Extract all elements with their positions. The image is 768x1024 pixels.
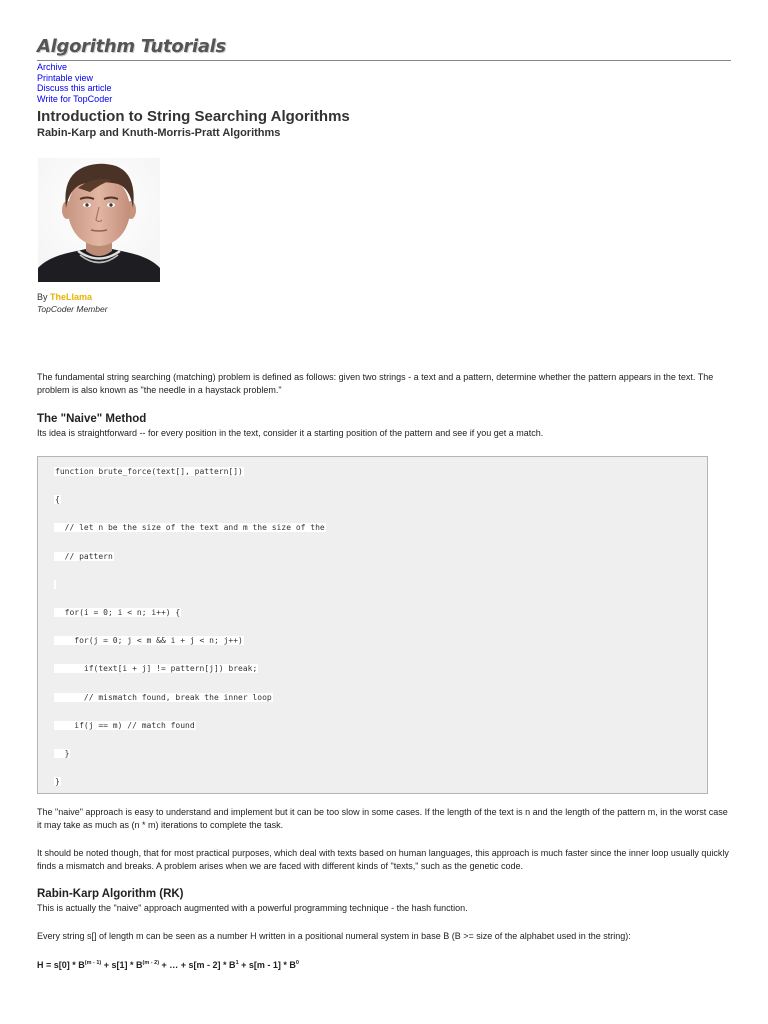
page-subtitle: Rabin-Karp and Knuth-Morris-Pratt Algorithms <box>37 127 281 139</box>
nav-link-discuss-article[interactable]: Discuss this article <box>37 83 112 93</box>
hash-formula: $H = s[0] * B^{(m - 1)} + s[1] * B^{(m - 2)}$ + … + $s[m - 2] * B^1 + s[m - 1] * B^0$ <box>37 960 299 970</box>
section-heading-naive: The "Naive" Method <box>37 413 147 425</box>
intro-paragraph: The fundamental string searching (matching) problem is defined as follows: given two strings - a text and a pattern, determine whether the pattern appears in the text. The problem is also known as "the needle in a haystack problem." <box>37 372 714 395</box>
code-line: } <box>55 748 70 758</box>
code-line: { <box>55 495 60 505</box>
hash-base-paragraph: Every string s[] of length m can be seen as a number H written in a positional numeral system in base B (B >= size of the alphabet used in the string): <box>37 931 631 941</box>
naive-complexity-paragraph: The "naive" approach is easy to understand and implement but it can be too slow in some cases. If the length of the text is n and the length of the pattern m, in the worst case it may take as much as (n * m) iterations to complete the task. <box>37 807 728 830</box>
code-line: for(j = 0; j < m && i + j < n; j++) <box>55 636 243 646</box>
portrait-image <box>38 158 160 282</box>
by-label: By <box>37 292 48 302</box>
code-line <box>54 580 707 608</box>
nav-link-write-for-topcoder[interactable]: Write for TopCoder <box>37 93 113 104</box>
naive-practical-paragraph: It should be noted though, that for most practical purposes, which deal with texts based on human languages, this approach is much faster since the inner loop usually quickly finds a mismatch and breaks. A problem arises when we are faced with different kinds of "texts," such as the genetic code. <box>37 848 729 871</box>
page-title: Introduction to String Searching Algorithms <box>37 108 350 125</box>
author-link[interactable]: TheLlama <box>50 292 93 302</box>
nav-link-archive[interactable]: Archive <box>37 62 68 72</box>
rabin-karp-paragraph: This is actually the "naive" approach augmented with a powerful programming technique - the hash function. <box>37 903 468 913</box>
code-line: for(i = 0; i < n; i++) { <box>55 607 181 617</box>
code-block <box>37 456 708 794</box>
code-line: function brute_force(text[], pattern[]) <box>55 467 243 476</box>
article-page <box>37 36 731 972</box>
author-photo <box>38 158 160 282</box>
code-line: // let n be the size of the text and m the size of the <box>55 523 325 533</box>
naive-paragraph: Its idea is straightforward -- for every position in the text, consider it a starting position of the pattern and see if you get a match. <box>37 428 544 438</box>
nav-links <box>37 62 731 104</box>
author-role: TopCoder Member <box>37 304 108 314</box>
section-heading-rabin-karp: Rabin-Karp Algorithm (RK) <box>37 888 184 900</box>
code-line: } <box>55 777 60 787</box>
byline <box>37 291 731 303</box>
code-line: // mismatch found, break the inner loop <box>55 692 272 702</box>
header-rule <box>37 60 731 61</box>
nav-link-printable-view[interactable]: Printable view <box>37 72 94 83</box>
code-line: // pattern <box>55 551 113 561</box>
site-logo[interactable]: Algorithm Tutorials <box>37 36 226 57</box>
code-line: if(text[i + j] != pattern[j]) break; <box>55 664 258 674</box>
code-line: if(j == m) // match found <box>55 720 195 730</box>
